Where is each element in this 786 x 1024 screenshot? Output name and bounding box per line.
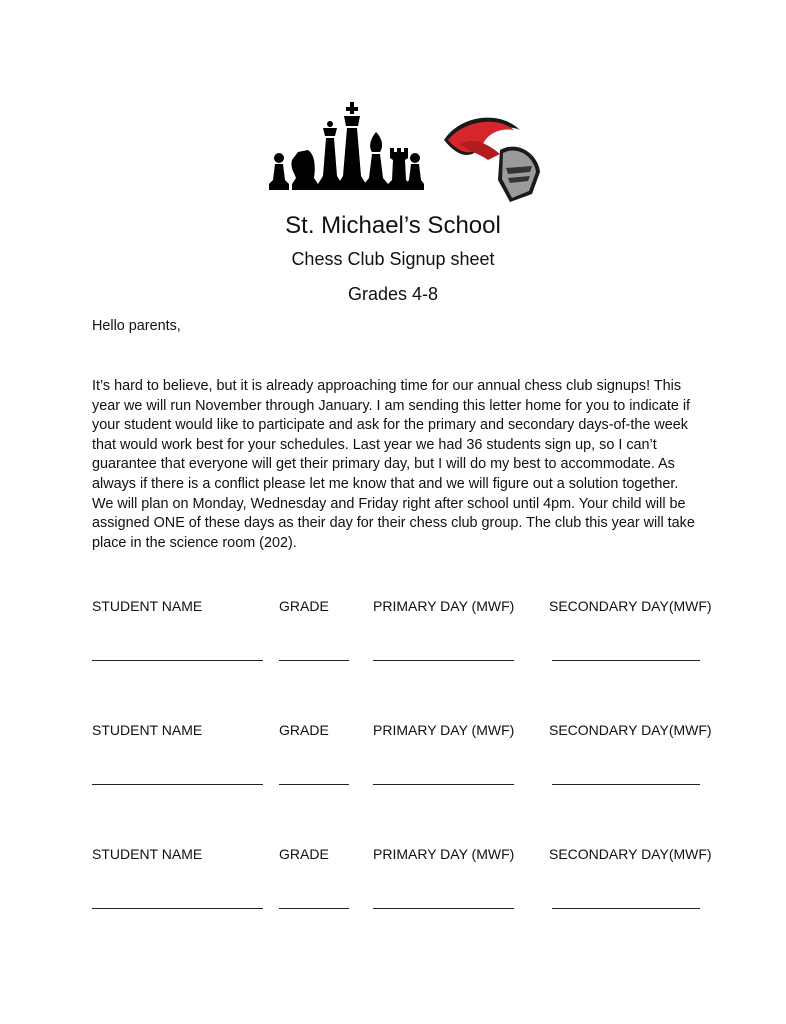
student-name-label: STUDENT NAME — [92, 722, 203, 738]
primary-day-label: PRIMARY DAY (MWF) — [373, 722, 515, 738]
primary-day-blank[interactable] — [373, 908, 514, 909]
chess-pieces-logo — [268, 98, 424, 192]
letter-body — [92, 377, 695, 553]
knight-helmet-logo — [440, 110, 546, 204]
secondary-day-label: SECONDARY DAY(MWF) — [549, 722, 712, 738]
primary-day-label: PRIMARY DAY (MWF) — [373, 598, 515, 614]
grades-label: Grades 4-8 — [347, 284, 439, 304]
grade-blank[interactable] — [279, 908, 349, 909]
greeting: Hello parents, — [92, 318, 181, 334]
knight-icon — [291, 150, 318, 190]
pawn-icon — [269, 153, 289, 190]
secondary-day-label: SECONDARY DAY(MWF) — [549, 598, 712, 614]
grade-label: GRADE — [279, 598, 329, 614]
primary-day-blank[interactable] — [373, 660, 514, 661]
student-name-blank[interactable] — [92, 784, 263, 785]
student-name-label: STUDENT NAME — [92, 598, 203, 614]
letter-line: year we will run November through January. I am sending this letter home for you to indicate if — [92, 397, 691, 414]
sheet-subtitle: Chess Club Signup sheet — [291, 249, 495, 269]
grade-blank[interactable] — [279, 784, 349, 785]
student-name-blank[interactable] — [92, 660, 263, 661]
pawn-icon — [406, 153, 424, 190]
primary-day-label: PRIMARY DAY (MWF) — [373, 846, 515, 862]
letter-line: that would work best for your schedules. Last year we had 36 students sign up, so I can’t — [92, 436, 657, 453]
bishop-icon — [364, 132, 388, 190]
student-name-label: STUDENT NAME — [92, 846, 203, 862]
letter-line: assigned ONE of these days as their day for their chess club group. The club this year will take — [92, 515, 695, 532]
grade-label: GRADE — [279, 846, 329, 862]
secondary-day-blank[interactable] — [552, 908, 700, 909]
letter-line: always if there is a conflict please let me know that and we will figure out a solution together. — [92, 475, 679, 492]
school-name: St. Michael’s School — [285, 212, 501, 239]
secondary-day-blank[interactable] — [552, 784, 700, 785]
student-name-blank[interactable] — [92, 908, 263, 909]
queen-icon — [318, 121, 342, 190]
primary-day-blank[interactable] — [373, 784, 514, 785]
letter-line: place in the science room (202). — [92, 534, 297, 551]
letter-line: We will plan on Monday, Wednesday and Friday right after school until 4pm. Your child will be — [92, 495, 686, 512]
king-icon — [338, 102, 366, 190]
secondary-day-blank[interactable] — [552, 660, 700, 661]
letter-line: guarantee that everyone will get their primary day, but I will do my best to accommodate. As — [92, 456, 675, 473]
secondary-day-label: SECONDARY DAY(MWF) — [549, 846, 712, 862]
letter-line: It’s hard to believe, but it is already approaching time for our annual chess club signups! This — [92, 378, 682, 394]
grade-label: GRADE — [279, 722, 329, 738]
grade-blank[interactable] — [279, 660, 349, 661]
letter-line: your student would like to participate and ask for the primary and secondary days-of-the week — [92, 417, 688, 434]
